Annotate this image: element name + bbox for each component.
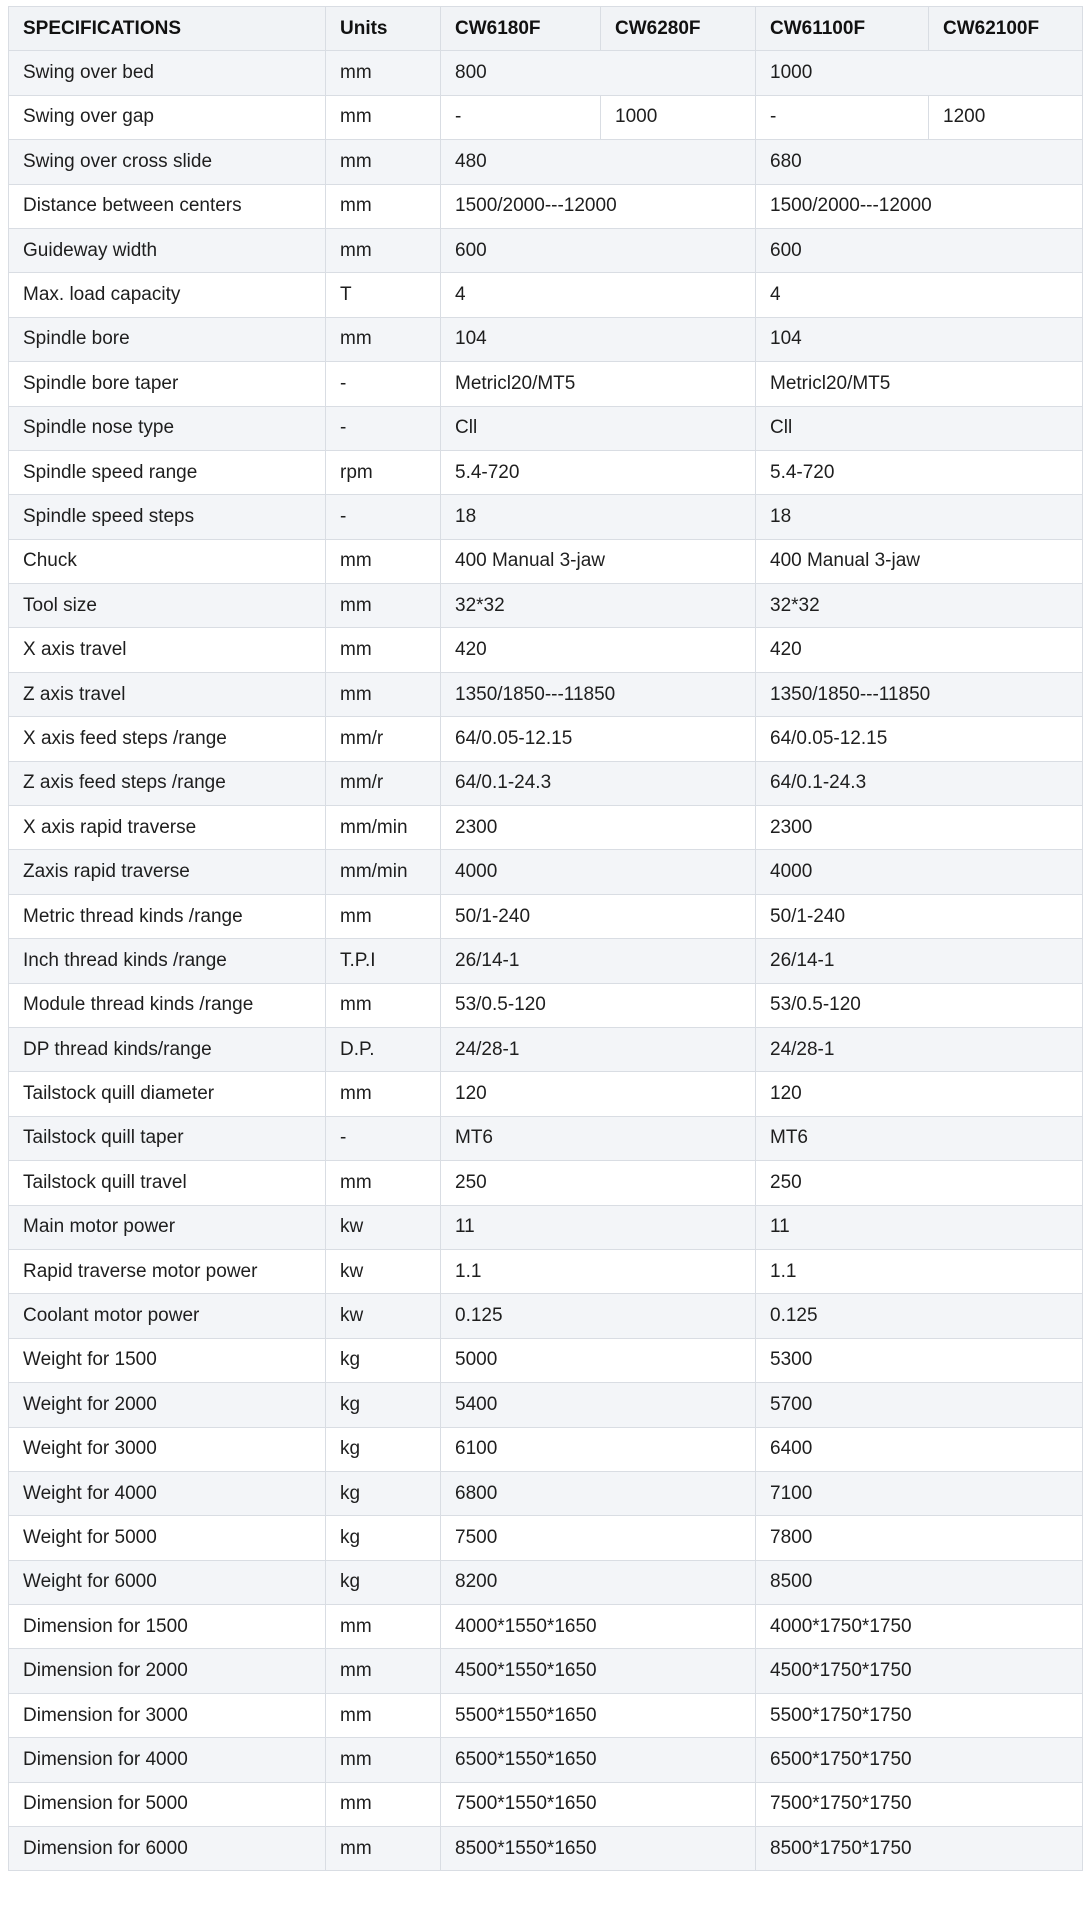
spec-unit: T.P.I bbox=[326, 939, 441, 983]
table-row bbox=[9, 1560, 1083, 1604]
spec-value-cw61100f-cw62100f: Cll bbox=[756, 406, 1083, 450]
spec-value-cw6180f-cw6280f: 7500*1550*1650 bbox=[441, 1782, 756, 1826]
spec-unit: mm bbox=[326, 51, 441, 95]
spec-unit: mm/r bbox=[326, 761, 441, 805]
spec-value-cw61100f-cw62100f: 1500/2000---12000 bbox=[756, 184, 1083, 228]
table-row bbox=[9, 894, 1083, 938]
spec-unit: mm bbox=[326, 1161, 441, 1205]
table-row bbox=[9, 1161, 1083, 1205]
spec-value-cw61100f-cw62100f: 50/1-240 bbox=[756, 894, 1083, 938]
spec-value-cw6180f-cw6280f: 1500/2000---12000 bbox=[441, 184, 756, 228]
spec-unit: mm bbox=[326, 672, 441, 716]
spec-value-cw6180f-cw6280f: 8200 bbox=[441, 1560, 756, 1604]
spec-unit: mm bbox=[326, 184, 441, 228]
spec-value-cw61100f-cw62100f: 400 Manual 3-jaw bbox=[756, 539, 1083, 583]
spec-value-cw61100f-cw62100f: 7100 bbox=[756, 1471, 1083, 1515]
table-row bbox=[9, 1249, 1083, 1293]
spec-value-cw61100f-cw62100f: 11 bbox=[756, 1205, 1083, 1249]
header-model-1: CW6180F bbox=[441, 7, 601, 51]
spec-label: Tailstock quill diameter bbox=[9, 1072, 326, 1116]
spec-value-cw6180f-cw6280f: 64/0.05-12.15 bbox=[441, 717, 756, 761]
spec-value-cw61100f-cw62100f: Metricl20/MT5 bbox=[756, 362, 1083, 406]
table-row bbox=[9, 1027, 1083, 1071]
spec-label: Distance between centers bbox=[9, 184, 326, 228]
table-row bbox=[9, 1827, 1083, 1871]
table-row bbox=[9, 806, 1083, 850]
spec-label: Weight for 5000 bbox=[9, 1516, 326, 1560]
table-row bbox=[9, 228, 1083, 272]
spec-value-cw6180f-cw6280f: 1350/1850---11850 bbox=[441, 672, 756, 716]
table-row bbox=[9, 184, 1083, 228]
spec-value-cw61100f-cw62100f: 4000 bbox=[756, 850, 1083, 894]
table-body bbox=[9, 51, 1083, 1871]
table-row bbox=[9, 584, 1083, 628]
spec-value-cw6180f-cw6280f: 120 bbox=[441, 1072, 756, 1116]
header-row bbox=[9, 7, 1083, 51]
spec-value-cw6180f-cw6280f: 480 bbox=[441, 140, 756, 184]
spec-value-cw6180f-cw6280f: 600 bbox=[441, 228, 756, 272]
table-row bbox=[9, 140, 1083, 184]
spec-value-cw6180f-cw6280f: 250 bbox=[441, 1161, 756, 1205]
spec-value-cw61100f-cw62100f: 250 bbox=[756, 1161, 1083, 1205]
spec-label: Tool size bbox=[9, 584, 326, 628]
spec-value-cw61100f-cw62100f: 120 bbox=[756, 1072, 1083, 1116]
table-row bbox=[9, 362, 1083, 406]
spec-value-cw61100f-cw62100f: 53/0.5-120 bbox=[756, 983, 1083, 1027]
table-row bbox=[9, 939, 1083, 983]
spec-value-cw61100f-cw62100f: 8500 bbox=[756, 1560, 1083, 1604]
spec-unit: mm bbox=[326, 983, 441, 1027]
spec-unit: - bbox=[326, 1116, 441, 1160]
spec-label: Dimension for 2000 bbox=[9, 1649, 326, 1693]
table-header bbox=[9, 7, 1083, 51]
spec-label: Swing over cross slide bbox=[9, 140, 326, 184]
spec-value-cw61100f-cw62100f: 0.125 bbox=[756, 1294, 1083, 1338]
spec-value-cw6180f-cw6280f: Metricl20/MT5 bbox=[441, 362, 756, 406]
spec-label: Spindle speed steps bbox=[9, 495, 326, 539]
spec-value-cw6180f-cw6280f: 11 bbox=[441, 1205, 756, 1249]
spec-unit: mm bbox=[326, 95, 441, 139]
spec-unit: - bbox=[326, 362, 441, 406]
spec-label: Rapid traverse motor power bbox=[9, 1249, 326, 1293]
table-row bbox=[9, 273, 1083, 317]
spec-value-cw61100f-cw62100f: 6400 bbox=[756, 1427, 1083, 1471]
spec-unit: - bbox=[326, 406, 441, 450]
spec-label: Spindle nose type bbox=[9, 406, 326, 450]
spec-unit: kw bbox=[326, 1294, 441, 1338]
spec-value-cw6180f-cw6280f: 32*32 bbox=[441, 584, 756, 628]
spec-unit: kw bbox=[326, 1205, 441, 1249]
spec-unit: mm/r bbox=[326, 717, 441, 761]
spec-unit: mm bbox=[326, 1649, 441, 1693]
table-row bbox=[9, 1338, 1083, 1382]
table-row bbox=[9, 51, 1083, 95]
spec-label: Spindle bore bbox=[9, 317, 326, 361]
table-row bbox=[9, 717, 1083, 761]
table-row bbox=[9, 1383, 1083, 1427]
spec-label: Weight for 1500 bbox=[9, 1338, 326, 1382]
spec-value-cw6180f-cw6280f: 18 bbox=[441, 495, 756, 539]
table-row bbox=[9, 1294, 1083, 1338]
spec-value-cw61100f-cw62100f: 8500*1750*1750 bbox=[756, 1827, 1083, 1871]
spec-label: X axis rapid traverse bbox=[9, 806, 326, 850]
spec-value-cw6180f-cw6280f: 4 bbox=[441, 273, 756, 317]
spec-value-cw61100f-cw62100f: 5300 bbox=[756, 1338, 1083, 1382]
table-row bbox=[9, 317, 1083, 361]
spec-label: Swing over gap bbox=[9, 95, 326, 139]
spec-unit: kg bbox=[326, 1471, 441, 1515]
spec-unit: kg bbox=[326, 1338, 441, 1382]
spec-value-cw61100f-cw62100f: 64/0.05-12.15 bbox=[756, 717, 1083, 761]
spec-unit: mm bbox=[326, 584, 441, 628]
spec-value-cw61100f-cw62100f: 6500*1750*1750 bbox=[756, 1738, 1083, 1782]
table-row bbox=[9, 983, 1083, 1027]
spec-unit: - bbox=[326, 495, 441, 539]
spec-unit: mm bbox=[326, 1738, 441, 1782]
spec-value-model-2: 1000 bbox=[601, 95, 756, 139]
table-row bbox=[9, 95, 1083, 139]
spec-unit: mm bbox=[326, 628, 441, 672]
spec-unit: mm/min bbox=[326, 850, 441, 894]
table-row bbox=[9, 1205, 1083, 1249]
spec-unit: mm bbox=[326, 317, 441, 361]
spec-value-cw61100f-cw62100f: 18 bbox=[756, 495, 1083, 539]
spec-unit: kg bbox=[326, 1383, 441, 1427]
spec-value-cw6180f-cw6280f: 64/0.1-24.3 bbox=[441, 761, 756, 805]
spec-label: Weight for 4000 bbox=[9, 1471, 326, 1515]
spec-label: Dimension for 1500 bbox=[9, 1605, 326, 1649]
spec-label: X axis travel bbox=[9, 628, 326, 672]
spec-label: Spindle speed range bbox=[9, 450, 326, 494]
table-row bbox=[9, 539, 1083, 583]
spec-value-cw61100f-cw62100f: 5700 bbox=[756, 1383, 1083, 1427]
spec-label: Coolant motor power bbox=[9, 1294, 326, 1338]
spec-value-cw61100f-cw62100f: 4 bbox=[756, 273, 1083, 317]
spec-unit: mm bbox=[326, 1605, 441, 1649]
spec-value-cw61100f-cw62100f: 64/0.1-24.3 bbox=[756, 761, 1083, 805]
spec-value-cw61100f-cw62100f: MT6 bbox=[756, 1116, 1083, 1160]
spec-value-cw6180f-cw6280f: 5400 bbox=[441, 1383, 756, 1427]
spec-value-cw6180f-cw6280f: 4000 bbox=[441, 850, 756, 894]
spec-value-cw61100f-cw62100f: 2300 bbox=[756, 806, 1083, 850]
table-row bbox=[9, 672, 1083, 716]
spec-value-cw6180f-cw6280f: 5000 bbox=[441, 1338, 756, 1382]
spec-label: Chuck bbox=[9, 539, 326, 583]
table-row bbox=[9, 1471, 1083, 1515]
spec-unit: mm bbox=[326, 894, 441, 938]
spec-label: Dimension for 5000 bbox=[9, 1782, 326, 1826]
spec-value-cw61100f-cw62100f: 104 bbox=[756, 317, 1083, 361]
spec-value-cw61100f-cw62100f: 1.1 bbox=[756, 1249, 1083, 1293]
spec-value-cw6180f-cw6280f: 8500*1550*1650 bbox=[441, 1827, 756, 1871]
spec-value-cw61100f-cw62100f: 4000*1750*1750 bbox=[756, 1605, 1083, 1649]
spec-unit: mm bbox=[326, 1827, 441, 1871]
spec-value-cw61100f-cw62100f: 1350/1850---11850 bbox=[756, 672, 1083, 716]
spec-value-cw6180f-cw6280f: 6100 bbox=[441, 1427, 756, 1471]
spec-unit: mm bbox=[326, 1782, 441, 1826]
table-row bbox=[9, 1693, 1083, 1737]
spec-value-cw61100f-cw62100f: 5500*1750*1750 bbox=[756, 1693, 1083, 1737]
spec-label: DP thread kinds/range bbox=[9, 1027, 326, 1071]
spec-label: Swing over bed bbox=[9, 51, 326, 95]
spec-label: X axis feed steps /range bbox=[9, 717, 326, 761]
spec-value-cw6180f-cw6280f: 800 bbox=[441, 51, 756, 95]
spec-label: Weight for 2000 bbox=[9, 1383, 326, 1427]
spec-label: Main motor power bbox=[9, 1205, 326, 1249]
spec-unit: rpm bbox=[326, 450, 441, 494]
header-model-4: CW62100F bbox=[929, 7, 1083, 51]
header-model-2: CW6280F bbox=[601, 7, 756, 51]
table-row bbox=[9, 1427, 1083, 1471]
spec-value-cw61100f-cw62100f: 32*32 bbox=[756, 584, 1083, 628]
spec-label: Z axis feed steps /range bbox=[9, 761, 326, 805]
spec-value-cw6180f-cw6280f: 53/0.5-120 bbox=[441, 983, 756, 1027]
spec-value-cw61100f-cw62100f: 420 bbox=[756, 628, 1083, 672]
spec-value-cw6180f-cw6280f: 2300 bbox=[441, 806, 756, 850]
spec-label: Weight for 6000 bbox=[9, 1560, 326, 1604]
spec-value-cw6180f-cw6280f: 6500*1550*1650 bbox=[441, 1738, 756, 1782]
table-row bbox=[9, 406, 1083, 450]
spec-label: Dimension for 6000 bbox=[9, 1827, 326, 1871]
spec-value-cw61100f-cw62100f: 5.4-720 bbox=[756, 450, 1083, 494]
spec-label: Module thread kinds /range bbox=[9, 983, 326, 1027]
spec-label: Tailstock quill travel bbox=[9, 1161, 326, 1205]
spec-value-cw61100f-cw62100f: 1000 bbox=[756, 51, 1083, 95]
spec-value-cw6180f-cw6280f: Cll bbox=[441, 406, 756, 450]
spec-value-cw61100f-cw62100f: 680 bbox=[756, 140, 1083, 184]
header-units: Units bbox=[326, 7, 441, 51]
header-specifications: SPECIFICATIONS bbox=[9, 7, 326, 51]
table-row bbox=[9, 1782, 1083, 1826]
spec-value-cw6180f-cw6280f: 400 Manual 3-jaw bbox=[441, 539, 756, 583]
table-row bbox=[9, 495, 1083, 539]
table-row bbox=[9, 1738, 1083, 1782]
spec-unit: kg bbox=[326, 1427, 441, 1471]
spec-unit: T bbox=[326, 273, 441, 317]
spec-value-cw6180f-cw6280f: 0.125 bbox=[441, 1294, 756, 1338]
spec-value-cw6180f-cw6280f: 4500*1550*1650 bbox=[441, 1649, 756, 1693]
spec-unit: mm bbox=[326, 140, 441, 184]
spec-unit: kg bbox=[326, 1560, 441, 1604]
table-row bbox=[9, 1116, 1083, 1160]
spec-unit: mm bbox=[326, 1693, 441, 1737]
spec-value-cw61100f-cw62100f: 7500*1750*1750 bbox=[756, 1782, 1083, 1826]
table-row bbox=[9, 1072, 1083, 1116]
spec-value-cw6180f-cw6280f: 5500*1550*1650 bbox=[441, 1693, 756, 1737]
spec-value-cw6180f-cw6280f: 104 bbox=[441, 317, 756, 361]
spec-value-cw6180f-cw6280f: 7500 bbox=[441, 1516, 756, 1560]
spec-value-cw6180f-cw6280f: 420 bbox=[441, 628, 756, 672]
table-row bbox=[9, 450, 1083, 494]
spec-value-cw6180f-cw6280f: 6800 bbox=[441, 1471, 756, 1515]
table-row bbox=[9, 1516, 1083, 1560]
spec-unit: mm bbox=[326, 1072, 441, 1116]
table-row bbox=[9, 1605, 1083, 1649]
spec-label: Max. load capacity bbox=[9, 273, 326, 317]
spec-label: Z axis travel bbox=[9, 672, 326, 716]
spec-value-model-1: - bbox=[441, 95, 601, 139]
table-row bbox=[9, 628, 1083, 672]
spec-value-cw6180f-cw6280f: 5.4-720 bbox=[441, 450, 756, 494]
spec-label: Spindle bore taper bbox=[9, 362, 326, 406]
spec-value-cw61100f-cw62100f: 24/28-1 bbox=[756, 1027, 1083, 1071]
spec-value-cw61100f-cw62100f: 4500*1750*1750 bbox=[756, 1649, 1083, 1693]
spec-label: Weight for 3000 bbox=[9, 1427, 326, 1471]
table-row bbox=[9, 761, 1083, 805]
spec-label: Dimension for 4000 bbox=[9, 1738, 326, 1782]
spec-unit: mm bbox=[326, 539, 441, 583]
spec-value-model-3: - bbox=[756, 95, 929, 139]
table-row bbox=[9, 1649, 1083, 1693]
spec-unit: mm/min bbox=[326, 806, 441, 850]
header-model-3: CW61100F bbox=[756, 7, 929, 51]
table-row bbox=[9, 850, 1083, 894]
spec-value-cw6180f-cw6280f: 4000*1550*1650 bbox=[441, 1605, 756, 1649]
spec-value-cw61100f-cw62100f: 7800 bbox=[756, 1516, 1083, 1560]
spec-label: Guideway width bbox=[9, 228, 326, 272]
spec-value-model-4: 1200 bbox=[929, 95, 1083, 139]
spec-value-cw61100f-cw62100f: 26/14-1 bbox=[756, 939, 1083, 983]
spec-label: Metric thread kinds /range bbox=[9, 894, 326, 938]
spec-unit: kg bbox=[326, 1516, 441, 1560]
spec-unit: kw bbox=[326, 1249, 441, 1293]
spec-value-cw6180f-cw6280f: MT6 bbox=[441, 1116, 756, 1160]
spec-value-cw6180f-cw6280f: 24/28-1 bbox=[441, 1027, 756, 1071]
spec-value-cw61100f-cw62100f: 600 bbox=[756, 228, 1083, 272]
spec-unit: mm bbox=[326, 228, 441, 272]
spec-value-cw6180f-cw6280f: 50/1-240 bbox=[441, 894, 756, 938]
spec-unit: D.P. bbox=[326, 1027, 441, 1071]
spec-label: Inch thread kinds /range bbox=[9, 939, 326, 983]
spec-value-cw6180f-cw6280f: 26/14-1 bbox=[441, 939, 756, 983]
spec-label: Zaxis rapid traverse bbox=[9, 850, 326, 894]
specifications-table bbox=[8, 6, 1083, 1871]
spec-label: Dimension for 3000 bbox=[9, 1693, 326, 1737]
spec-value-cw6180f-cw6280f: 1.1 bbox=[441, 1249, 756, 1293]
spec-label: Tailstock quill taper bbox=[9, 1116, 326, 1160]
